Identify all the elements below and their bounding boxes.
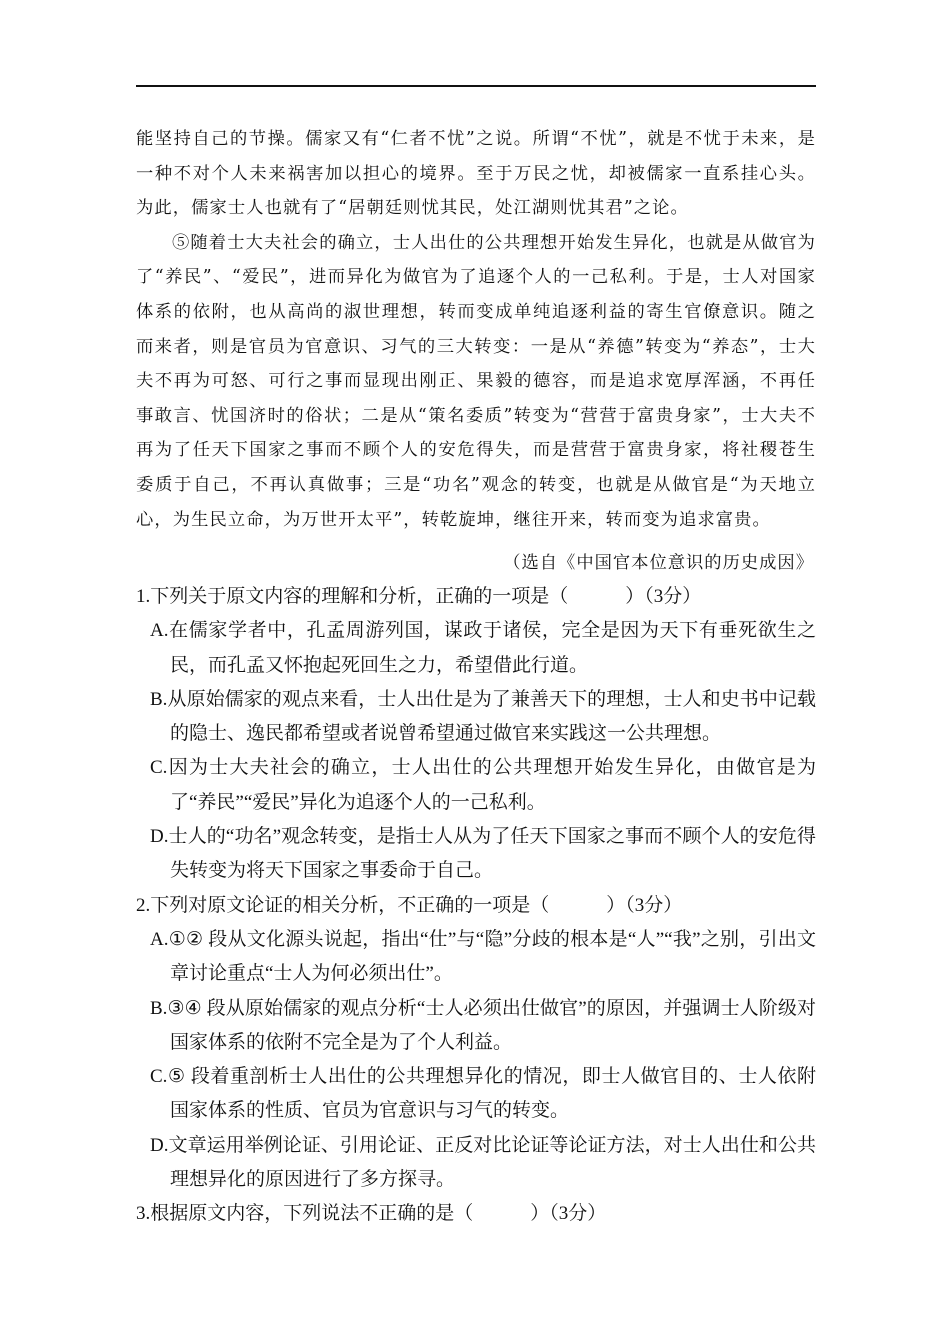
reading-passage [136,122,816,537]
option-text: 在儒家学者中，孔孟周游列国，谋政于诸侯，完全是因为天下有垂死欲生之民，而孔孟又怀抱起死回生之力，希望借此行道。 [168,620,816,676]
option-d [136,1129,816,1198]
option-text: 文章运用举例论证、引用论证、正反对比论证等论证方法，对士人出仕和公共理想异化的原因进行了多方探寻。 [168,1134,816,1191]
option-label: C. [150,1066,168,1088]
option-label: D. [150,1134,169,1156]
passage-paragraph: ⑤随着士大夫社会的确立，士人出仕的公共理想开始发生异化，也就是从做官为了“养民”、“爱民”，进而异化为做官为了追逐个人的一己私利。于是，士人对国家体系的依附，也从高尚的淑世理想，转而变成单纯追逐利益的寄生官僚意识。随之而来者，则是官员为官意识、习气的三大转变：一是从“养德”转变为“养态”，士大夫不再为可怒、可行之事而显现出刚正、果毅的德容，而是追求宽厚浑涵，不再任事敢言、忧国济时的俗状；二是从“策名委质”转变为“营营于富贵身家”，士大夫不再为了任天下国家之事而不顾个人的安危得失，而是营营于富贵身家，将社稷苍生委质于自己，不再认真做事；三是“功名”观念的转变，也就是从做官是“为天地立心，为生民立命，为万世开太平”，转乾旋坤，继往开来，转而变为追求富贵。 [136,232,816,530]
option-text: 士人的“功名”观念转变，是指士人从为了任天下国家之事而不顾个人的安危得失转变为将天下国家之事委命于自己。 [168,826,816,882]
option-text: ①② 段从文化源头说起，指出“仕”与“隐”分歧的根本是“人”“我”之别，引出文章讨论重点“士人为何必须出仕”。 [168,928,816,985]
option-a [136,923,816,992]
option-label: A. [150,620,169,642]
header-rule [136,85,816,87]
option-text: 从原始儒家的观点来看，士人出仕是为了兼善天下的理想，士人和史书中记载的隐士、逸民都希望或者说曾希望通过做官来实践这一公共理想。 [167,688,816,745]
question-3 [136,1197,816,1231]
option-c [136,751,816,820]
option-text: ⑤ 段着重剖析士人出仕的公共理想异化的情况，即士人做官目的、士人依附国家体系的性质、官员为官意识与习气的转变。 [167,1066,816,1122]
option-b [136,683,816,752]
option-text: 因为士大夫社会的确立，士人出仕的公共理想开始发生异化，由做官是为了“养民”“爱民”异化为追逐个人的一己私利。 [167,757,816,813]
question-1 [136,580,816,889]
question-list [136,580,816,1232]
question-2 [136,889,816,1198]
option-label: B. [150,688,168,710]
option-label: D. [150,826,169,848]
option-d [136,820,816,889]
question-stem: 2.下列对原文论证的相关分析，不正确的一项是（ ）（3分） [136,894,683,916]
question-stem: 3.根据原文内容，下列说法不正确的是（ ）（3分） [136,1203,607,1225]
option-label: B. [150,997,168,1019]
option-a [136,614,816,683]
question-stem: 1.下列关于原文内容的理解和分析，正确的一项是（ ）（3分） [136,586,702,607]
option-c [136,1060,816,1129]
passage-source: （选自《中国官本位意识的历史成因》 [503,553,814,573]
option-label: A. [150,928,169,950]
option-label: C. [150,757,168,779]
option-text: ③④ 段从原始儒家的观点分析“士人必须出仕做官”的原因，并强调士人阶级对国家体系的依附不完全是为了个人利益。 [167,997,816,1053]
option-b [136,992,816,1061]
passage-paragraph: 能坚持自己的节操。儒家又有“仁者不忧”之说。所谓“不忧”，就是不忧于未来，是一种不对个人未来祸害加以担心的境界。至于万民之忧，却被儒家一直系挂心头。为此，儒家士人也就有了“居朝廷则忧其民，处江湖则忧其君”之论。 [136,129,816,219]
